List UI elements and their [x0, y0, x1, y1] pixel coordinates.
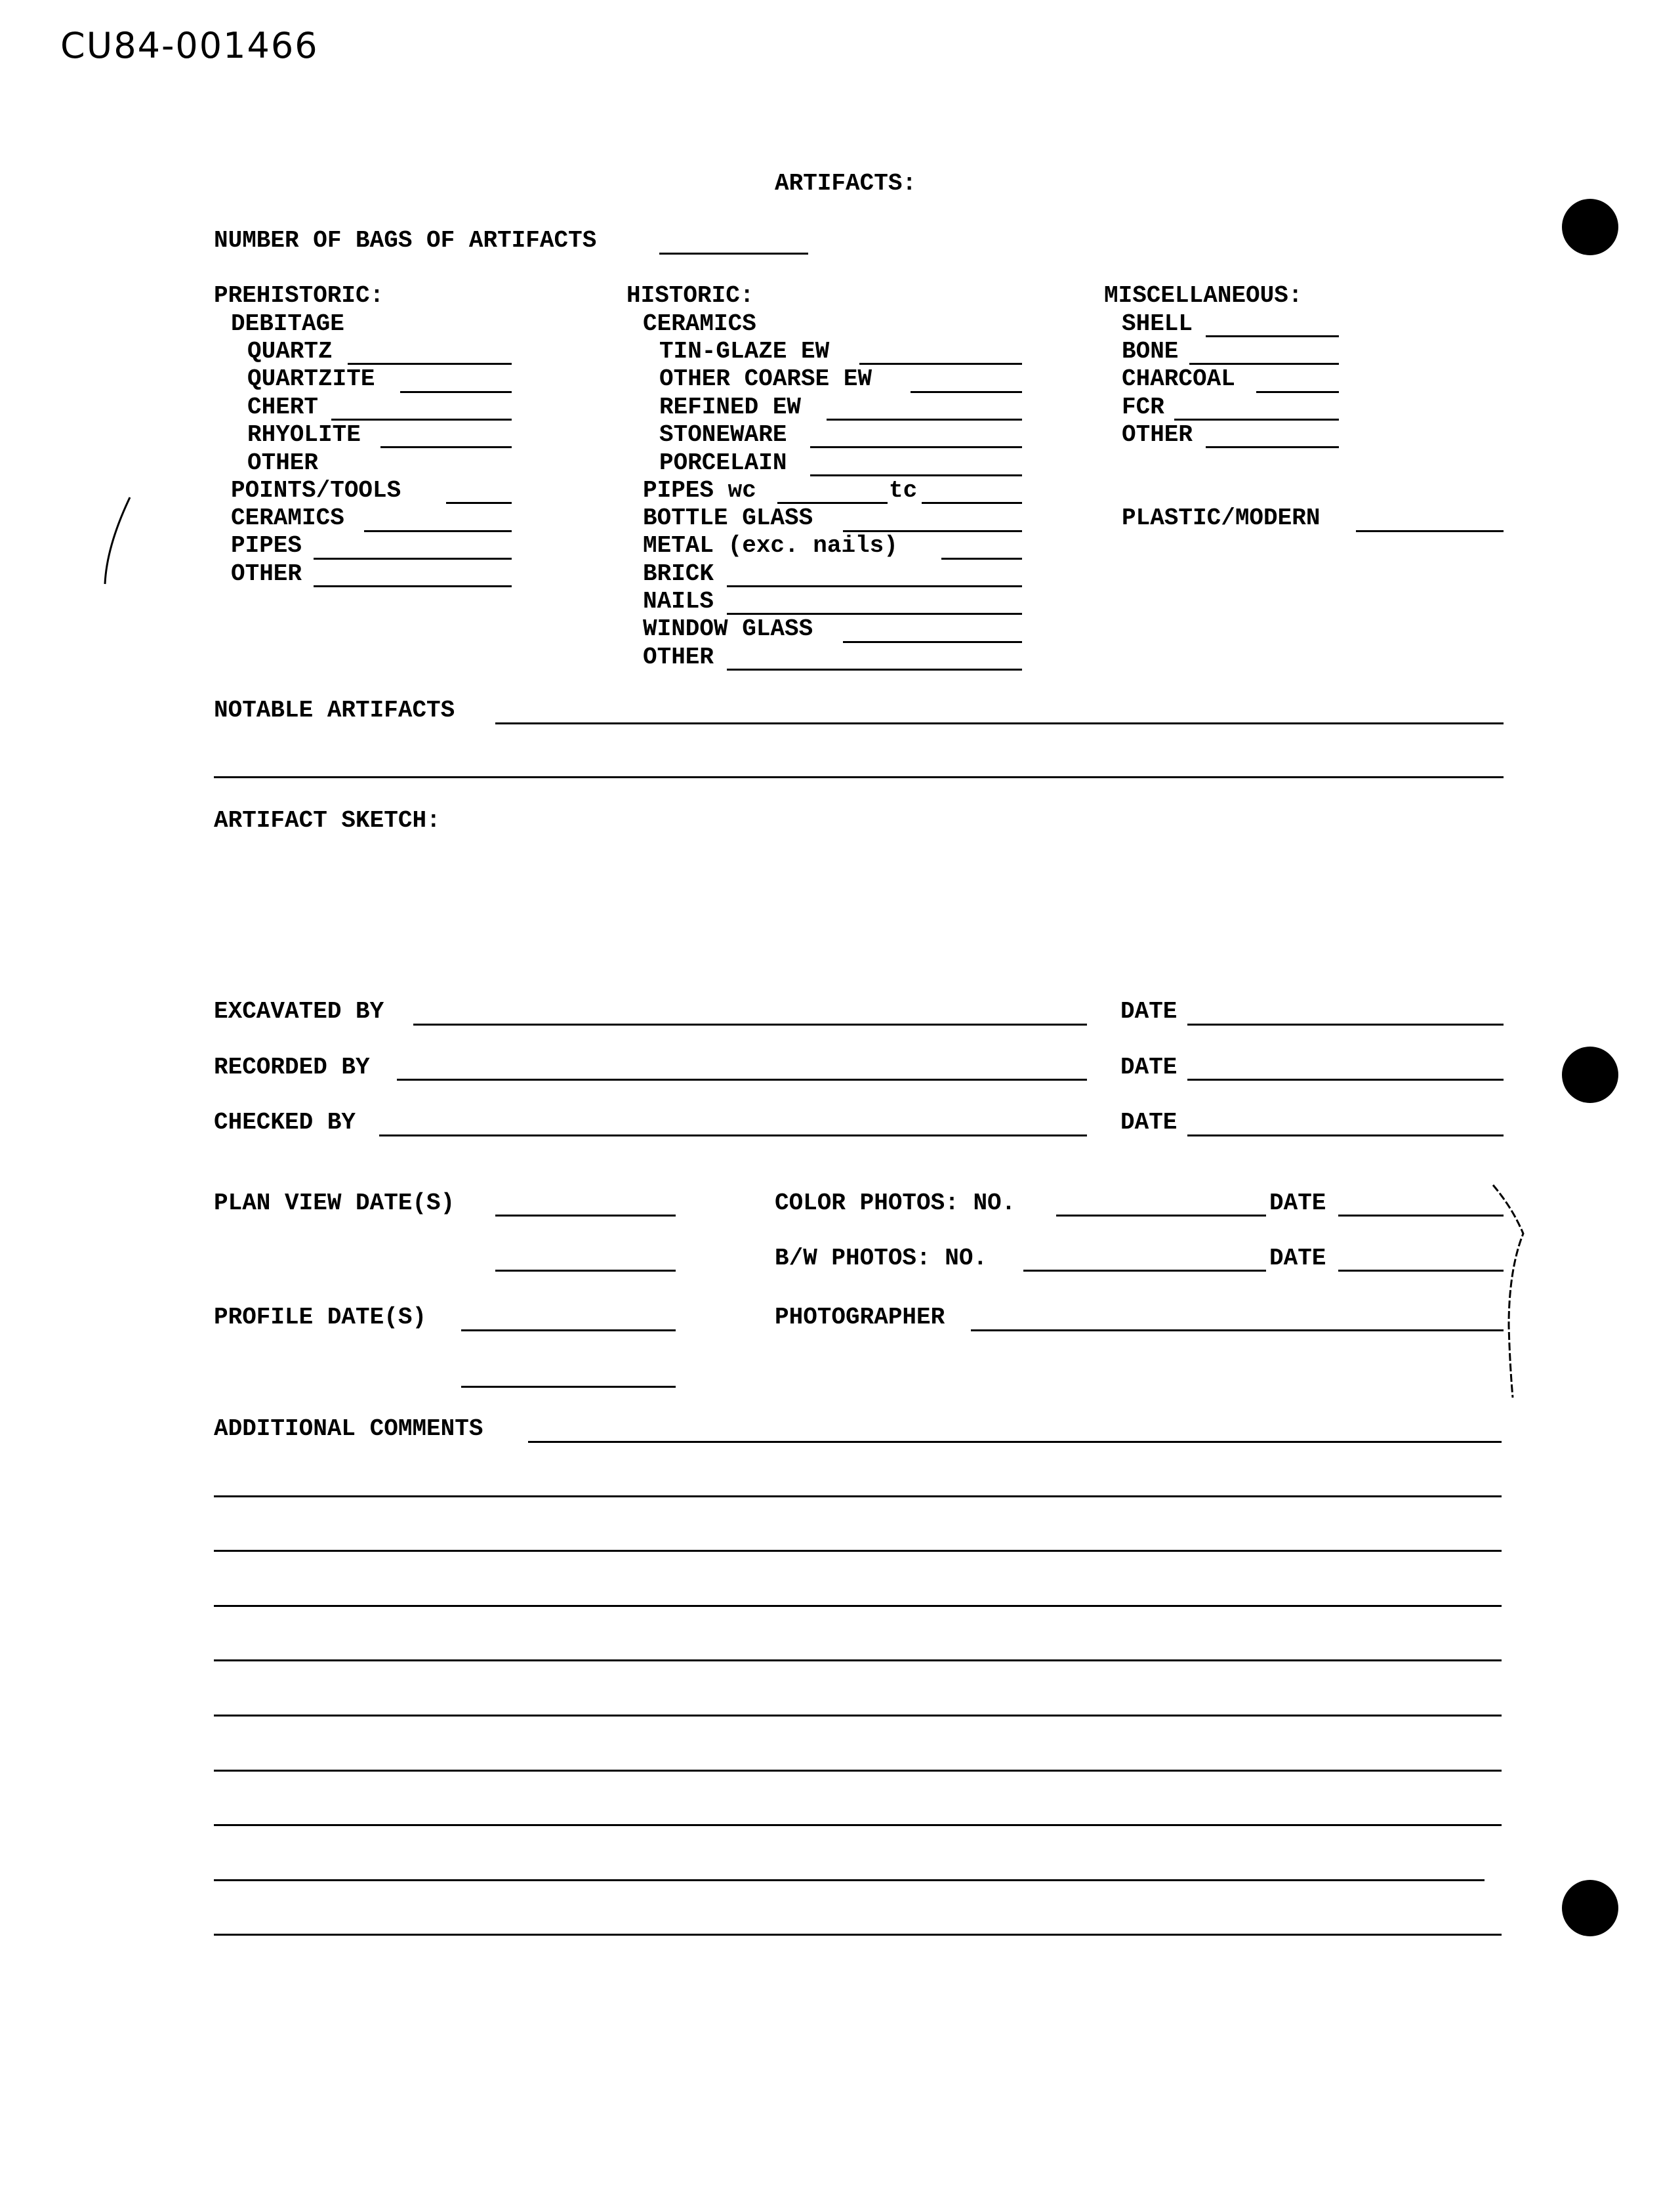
- comments-line-5[interactable]: [214, 1659, 1502, 1661]
- photographer-field[interactable]: [971, 1329, 1504, 1331]
- tin-glaze-label: TIN-GLAZE EW: [659, 338, 830, 365]
- quartz-label: QUARTZ: [247, 338, 333, 365]
- plan-view-label: PLAN VIEW DATE(S): [214, 1190, 455, 1217]
- checked-date-label: DATE: [1120, 1109, 1178, 1136]
- shell-field[interactable]: [1206, 335, 1339, 337]
- color-photos-label: COLOR PHOTOS: NO.: [775, 1190, 1016, 1217]
- bags-field[interactable]: [659, 253, 808, 255]
- bw-photos-number-field[interactable]: [1023, 1270, 1266, 1272]
- fcr-field[interactable]: [1174, 419, 1339, 421]
- comments-line-7[interactable]: [214, 1770, 1502, 1772]
- comments-line-6[interactable]: [214, 1715, 1502, 1717]
- brick-label: BRICK: [643, 560, 714, 587]
- excavated-date-field[interactable]: [1187, 1024, 1504, 1026]
- historic-ceramics-label: CERAMICS: [643, 310, 756, 337]
- fcr-label: FCR: [1122, 394, 1164, 421]
- historic-other-label: OTHER: [643, 644, 714, 671]
- bone-label: BONE: [1122, 338, 1179, 365]
- points-tools-label: POINTS/TOOLS: [231, 477, 401, 504]
- prehistoric-heading: PREHISTORIC:: [214, 282, 384, 309]
- metal-label: METAL (exc. nails): [643, 532, 898, 559]
- pipes-wc-field[interactable]: [777, 502, 888, 504]
- stoneware-label: STONEWARE: [659, 421, 787, 448]
- chert-field[interactable]: [331, 419, 512, 421]
- prehistoric-ceramics-field[interactable]: [364, 530, 512, 532]
- profile-dates-label: PROFILE DATE(S): [214, 1304, 427, 1331]
- color-photos-date-field[interactable]: [1338, 1215, 1504, 1217]
- prehistoric-other-field[interactable]: [314, 585, 512, 587]
- checked-by-field[interactable]: [379, 1134, 1087, 1136]
- bone-field[interactable]: [1189, 363, 1339, 365]
- historic-other-field[interactable]: [727, 669, 1022, 671]
- comments-line-9[interactable]: [214, 1879, 1485, 1881]
- form-title: ARTIFACTS:: [775, 170, 917, 197]
- porcelain-label: PORCELAIN: [659, 449, 787, 476]
- misc-other-label: OTHER: [1122, 421, 1193, 448]
- comments-line-4[interactable]: [214, 1605, 1502, 1607]
- nails-field[interactable]: [727, 613, 1022, 615]
- bw-photos-date-field[interactable]: [1338, 1270, 1504, 1272]
- prehistoric-ceramics-label: CERAMICS: [231, 505, 344, 531]
- points-tools-field[interactable]: [446, 502, 512, 504]
- photographer-label: PHOTOGRAPHER: [775, 1304, 945, 1331]
- recorded-by-field[interactable]: [397, 1079, 1087, 1081]
- pipes-tc-label: tc: [889, 477, 918, 504]
- additional-comments-label: ADDITIONAL COMMENTS: [214, 1415, 483, 1442]
- notable-artifacts-label: NOTABLE ARTIFACTS: [214, 697, 455, 724]
- quartzite-label: QUARTZITE: [247, 365, 375, 392]
- recorded-by-label: RECORDED BY: [214, 1054, 370, 1081]
- profile-date-field-1[interactable]: [461, 1329, 676, 1331]
- shell-label: SHELL: [1122, 310, 1193, 337]
- bags-label: NUMBER OF BAGS OF ARTIFACTS: [214, 227, 597, 254]
- refined-label: REFINED EW: [659, 394, 802, 421]
- charcoal-field[interactable]: [1256, 391, 1339, 393]
- checked-by-label: CHECKED BY: [214, 1109, 356, 1136]
- comments-line-10[interactable]: [214, 1934, 1502, 1936]
- bottle-glass-label: BOTTLE GLASS: [643, 505, 813, 531]
- notable-artifacts-field-line-2[interactable]: [214, 776, 1504, 778]
- recorded-date-label: DATE: [1120, 1054, 1178, 1081]
- excavated-date-label: DATE: [1120, 998, 1178, 1025]
- brick-field[interactable]: [727, 585, 1022, 587]
- pipes-tc-field[interactable]: [922, 502, 1022, 504]
- refined-field[interactable]: [827, 419, 1022, 421]
- window-glass-field[interactable]: [843, 641, 1022, 643]
- debitage-label: DEBITAGE: [231, 310, 344, 337]
- comments-line-8[interactable]: [214, 1824, 1502, 1826]
- quartz-field[interactable]: [348, 363, 512, 365]
- bw-photos-label: B/W PHOTOS: NO.: [775, 1245, 988, 1272]
- excavated-by-field[interactable]: [413, 1024, 1087, 1026]
- color-photos-number-field[interactable]: [1056, 1215, 1266, 1217]
- punch-hole-middle: [1562, 1047, 1618, 1103]
- plastic-modern-label: PLASTIC/MODERN: [1122, 505, 1321, 531]
- window-glass-label: WINDOW GLASS: [643, 615, 813, 642]
- punch-hole-top: [1562, 199, 1618, 255]
- misc-heading: MISCELLANEOUS:: [1104, 282, 1303, 309]
- plan-view-date-field-1[interactable]: [495, 1215, 676, 1217]
- other-coarse-field[interactable]: [911, 391, 1022, 393]
- comments-line-3[interactable]: [214, 1550, 1502, 1552]
- recorded-date-field[interactable]: [1187, 1079, 1504, 1081]
- charcoal-label: CHARCOAL: [1122, 365, 1235, 392]
- nails-label: NAILS: [643, 588, 714, 615]
- handwritten-document-id: CU84-001466: [60, 25, 319, 66]
- prehistoric-pipes-label: PIPES: [231, 532, 302, 559]
- plastic-modern-field[interactable]: [1356, 530, 1504, 532]
- chert-label: CHERT: [247, 394, 319, 421]
- tin-glaze-field[interactable]: [859, 363, 1022, 365]
- notable-artifacts-field[interactable]: [495, 722, 1504, 724]
- pipes-wc-label: PIPES wc: [643, 477, 756, 504]
- metal-field[interactable]: [941, 558, 1022, 560]
- artifact-sketch-label: ARTIFACT SKETCH:: [214, 807, 441, 834]
- plan-view-date-field-2[interactable]: [495, 1270, 676, 1272]
- bw-photos-date-label: DATE: [1269, 1245, 1326, 1272]
- porcelain-field[interactable]: [810, 474, 1022, 476]
- stoneware-field[interactable]: [810, 446, 1022, 448]
- rhyolite-label: RHYOLITE: [247, 421, 361, 448]
- quartzite-field[interactable]: [400, 391, 512, 393]
- other-coarse-label: OTHER COARSE EW: [659, 365, 872, 392]
- checked-date-field[interactable]: [1187, 1134, 1504, 1136]
- debitage-other-label: OTHER: [247, 449, 319, 476]
- rhyolite-field[interactable]: [380, 446, 512, 448]
- comments-line-2[interactable]: [214, 1495, 1502, 1497]
- historic-heading: HISTORIC:: [626, 282, 754, 309]
- misc-other-field[interactable]: [1206, 446, 1339, 448]
- profile-date-field-2[interactable]: [461, 1386, 676, 1388]
- prehistoric-pipes-field[interactable]: [314, 558, 512, 560]
- prehistoric-other-label: OTHER: [231, 560, 302, 587]
- excavated-by-label: EXCAVATED BY: [214, 998, 384, 1025]
- pen-mark-left: [98, 492, 138, 591]
- comments-line-1[interactable]: [528, 1441, 1502, 1443]
- punch-hole-bottom: [1562, 1880, 1618, 1936]
- color-photos-date-label: DATE: [1269, 1190, 1326, 1217]
